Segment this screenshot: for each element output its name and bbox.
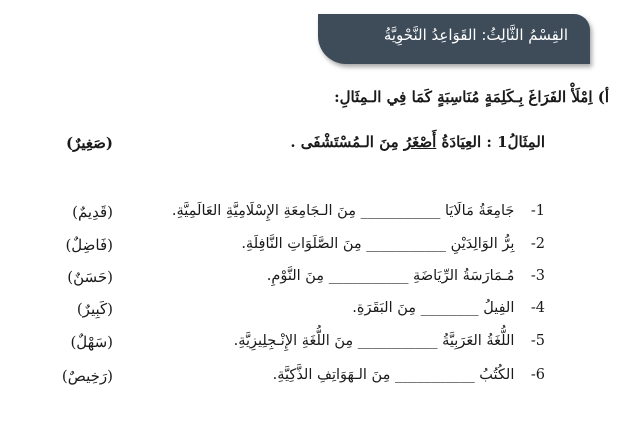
item-hint-6: (رَخِيصٌ): [61, 367, 113, 385]
exercise-item-4: [352, 300, 545, 316]
example-answer: أَصْغَرُ: [403, 133, 437, 151]
item-text: اللُّغَةُ العَرَبِيَّةُ ___________ مِنَ اللُّغَةِ الإِنْـجِلِيزِيَّةِ.: [233, 333, 515, 349]
item-number: 3-: [530, 268, 545, 284]
item-hint-1: (قَدِيمٌ): [72, 203, 113, 221]
example-hint: (صَغِيرٌ): [66, 134, 113, 152]
exercise-item-3: [267, 268, 545, 284]
item-text: الكُتُبُ ___________ مِنَ الـهَوَاتِفِ الذَّكِيَّةِ.: [272, 367, 515, 383]
exercise-item-1: [172, 203, 545, 219]
exercise-item-6: [273, 367, 545, 383]
item-hint-2: (فَاضِلٌ): [65, 236, 113, 254]
item-hint-5: (سَهْلٌ): [70, 333, 113, 351]
item-number: 2-: [530, 236, 545, 252]
item-number: 6-: [530, 367, 545, 383]
example-label: المِثَالُ1 :: [486, 133, 545, 151]
exercise-item-5: [234, 333, 545, 349]
item-hint-3: (حَسَنٌ): [67, 268, 113, 286]
exercise-item-2: [241, 236, 545, 252]
item-text: جَامِعَةُ مَالَايَا ___________ مِنَ الـجَامِعَةِ الإِسْلَامِيَّةِ العَالَمِيَّةِ.: [171, 203, 515, 219]
item-hint-4: (كَبِيرٌ): [76, 300, 113, 318]
section-banner: [318, 14, 590, 64]
example-sentence: [290, 133, 545, 151]
example-before: العِيَادَةُ: [441, 133, 482, 151]
item-text: الفِيلُ ________ مِنَ البَقَرَةِ.: [352, 300, 515, 316]
item-number: 5-: [530, 333, 545, 349]
item-number: 4-: [530, 300, 545, 316]
item-text: مُـمَارَسَةُ الرِّيَاضَةِ ___________ مِنَ النَّوْمِ.: [266, 268, 515, 284]
exercise-instruction: أ) اِمْلَأْ الفَرَاغَ بِـكَلِمَةٍ مُنَاسِبَةٍ كَمَا فِي الـمِثَالِ:: [334, 88, 609, 106]
section-title: القِسْمُ الثَّالِثُ: القَوَاعِدُ النَّحْوِيَّةُ: [383, 26, 568, 44]
item-text: بِرُّ الوَالِدَيْنِ ___________ مِنَ الصَّلَوَاتِ النَّافِلَةِ.: [241, 236, 515, 252]
example-after: مِنَ الـمُسْتَشْفَى .: [290, 133, 399, 151]
item-number: 1-: [530, 203, 545, 219]
